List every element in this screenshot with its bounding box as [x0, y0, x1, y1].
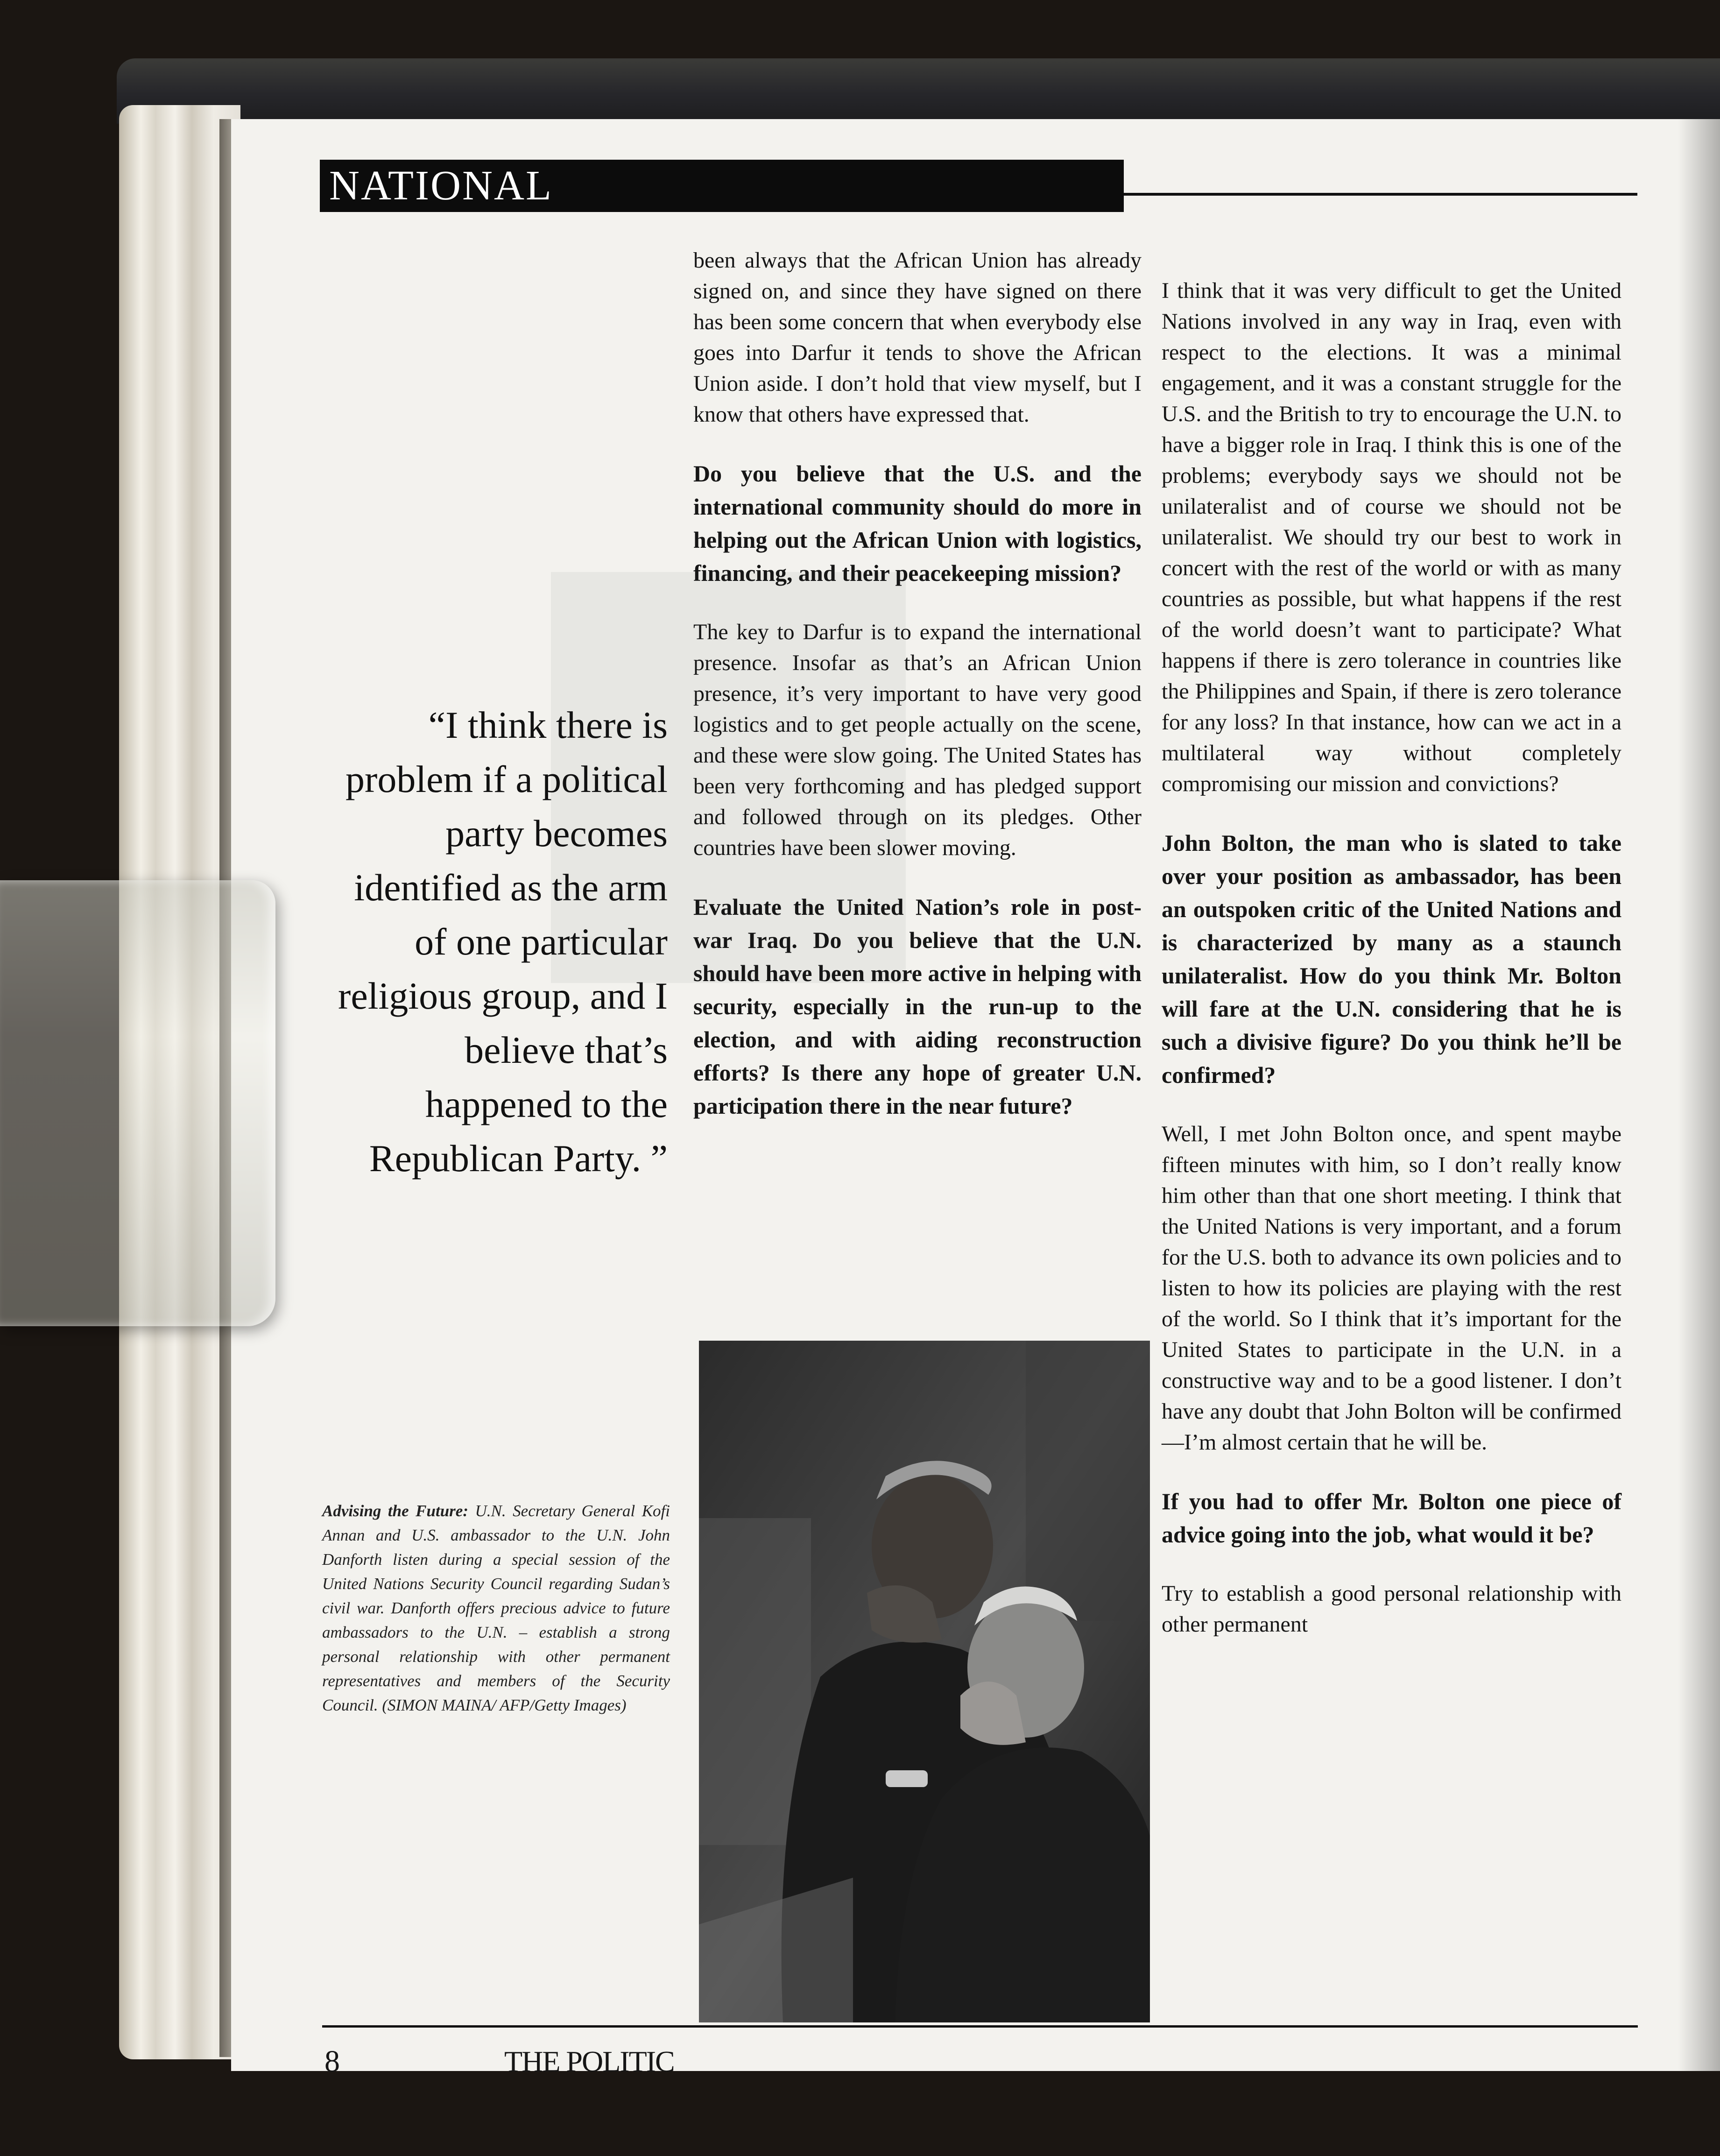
magazine-name: THE POLITIC [504, 2045, 674, 2078]
pull-quote: “I think there is problem if a political party becomes identified as the arm of one particular religious group, and I believe that’s happened to the Republican Party. ” [338, 704, 668, 1180]
answer-iraq: I think that it was very difficult to get the United Nations involved in any way in Iraq, even with respect to the elections. It was a minimal engagement, and it was a constant struggle for the U.S. and the British to try to encourage the U.N. to have a bigger role in Iraq. I think this is one of the problems; everybody says we should not be unilateralist and of course we should not be unilateralist. We should try our best to work in concert with the rest of the world or with as many countries as possible, but what happens if the rest of the world doesn’t want to participate? What happens if there is zero tolerance in countries like the Philippines and Spain, if there is zero tolerance for any loss? In that instance, how can we act in a multilateral way without completely compromising our mission and convictions? [1162, 278, 1621, 796]
photo-caption [322, 1499, 670, 1718]
answer-bolton: Well, I met John Bolton once, and spent maybe fifteen minutes with him, so I don’t really know him other than that one short meeting. I think that the United Nations is very important, and a forum for the U.S. both to advance its own policies and to listen to how its policies are playing with the rest of the world. So I think that it’s important for the United States to participate in the U.N. in a constructive way and to be a good listener. I don’t have any doubt that John Bolton will be confirmed—I’m almost certain that he will be. [1162, 1122, 1621, 1455]
section-label: NATIONAL [329, 163, 553, 209]
section-header-bar [320, 160, 1124, 212]
question-iraq: Evaluate the United Nation’s role in post-war Iraq. Do you believe that the U.N. should have been more active in helping with security, especially in the run-up to the election, and with aiding reconstruction efforts? Is there any hope of greater U.N. participation there in the near future? [693, 894, 1142, 1119]
article-column-middle [693, 245, 1142, 1123]
caption-body: U.N. Secretary General Kofi Annan and U.S. ambassador to the U.N. John Danforth listen during a special session of the United Nations Security Council regarding Sudan’s civil war. Danforth offers precious advice to future ambassadors to the U.N. – establish a strong personal relationship with other permanent representatives and members of the Security Council. (SIMON MAINA/ AFP/Getty Images) [322, 1502, 670, 1714]
caption-lead: Advising the Future: [322, 1502, 468, 1520]
page-number: 8 [324, 2044, 340, 2078]
photo-annan-danforth [699, 1341, 1150, 2022]
section-header-rule [1124, 193, 1637, 196]
magazine-page [231, 119, 1720, 2078]
article-column-right [1162, 276, 1621, 1640]
question-logistics: Do you believe that the U.S. and the international community should do more in helping out the African Union with logistics, financing, and their peacekeeping mission? [693, 460, 1142, 586]
middle-paragraph-1: been always that the African Union has already signed on, and since they have signed on there has been some concern that when everybody else goes into Darfur it tends to shove the African Union aside. I don’t hold that view myself, but I know that others have expressed that. [693, 248, 1142, 427]
answer-darfur: The key to Darfur is to expand the international presence. Insofar as that’s an African Union presence, it’s very important to have very good logistics and to get people actually on the scene, and these were slow going. The United States has been very forthcoming and has pledged support and followed through on its pledges. Other countries have been slower moving. [693, 620, 1142, 860]
photo-graphic [699, 1341, 1150, 2022]
question-bolton: John Bolton, the man who is slated to take over your position as ambassador, has been an outspoken critic of the United Nations and is characterized by many as a staunch unilateralist. How do you think Mr. Bolton will fare at the U.N. considering that he is such a divisive figure? Do you think he’ll be confirmed? [1162, 830, 1621, 1088]
answer-advice: Try to establish a good personal relationship with other permanent [1162, 1581, 1621, 1637]
binder-spine-top [117, 58, 1720, 124]
question-advice: If you had to offer Mr. Bolton one piece of advice going into the job, what would it be? [1162, 1488, 1621, 1548]
binder-clip [0, 880, 275, 1326]
footer-rule [322, 2025, 1638, 2028]
